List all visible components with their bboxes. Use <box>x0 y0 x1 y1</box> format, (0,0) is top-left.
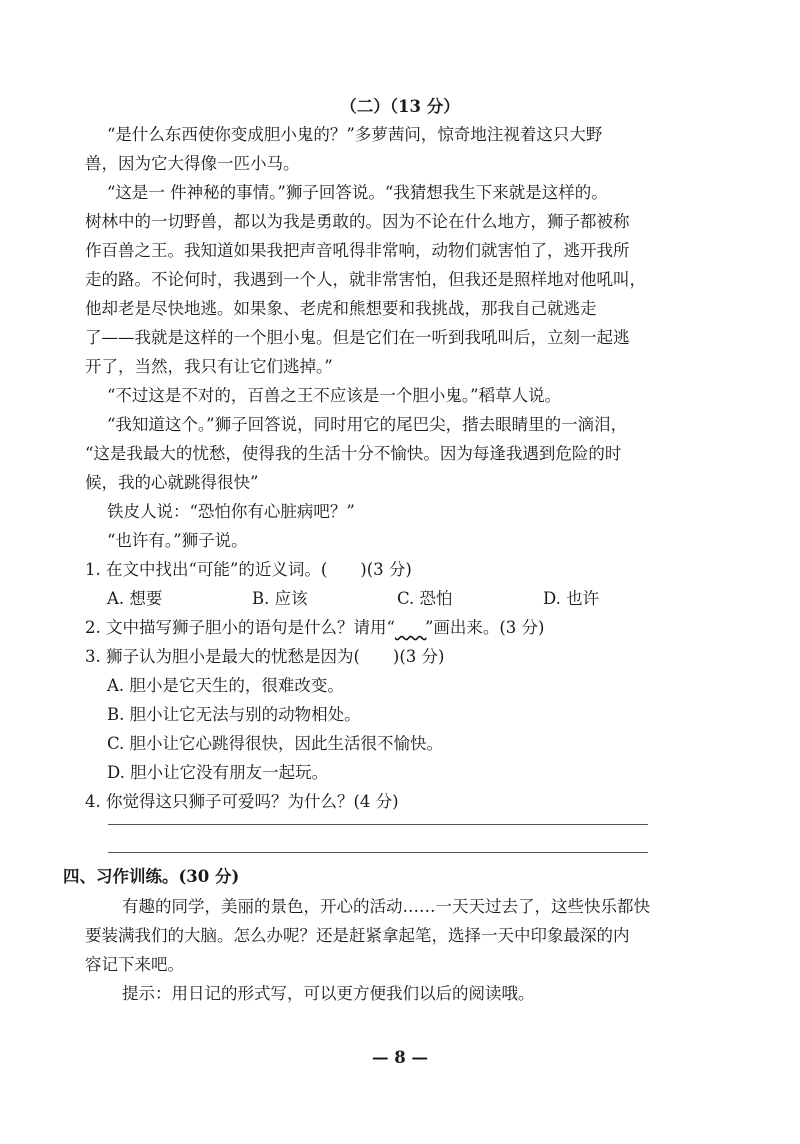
writing-prompt-line: 容记下来吧。 <box>85 955 184 974</box>
writing-prompt-line: 有趣的同学，美丽的景色，开心的活动……一天天过去了，这些快乐都快 <box>122 897 650 916</box>
question-1-stem: 1. 在文中找出“可能”的近义词。( )(3 分) <box>85 560 412 579</box>
question-3-option-d[interactable]: D. 胆小让它没有朋友一起玩。 <box>107 763 329 782</box>
passage-line: 树林中的一切野兽，都以为我是勇敢的。因为不论在什么地方，狮子都被称 <box>85 212 630 231</box>
writing-prompt-line: 要装满我们的大脑。怎么办呢？还是赶紧拿起笔，选择一天中印象最深的内 <box>85 926 630 945</box>
passage-line: 铁皮人说：“恐怕你有心脏病吧？” <box>107 502 355 521</box>
writing-tip: 提示：用日记的形式写，可以更方便我们以后的阅读哦。 <box>122 984 535 1003</box>
passage-line: 兽，因为它大得像一匹小马。 <box>85 154 300 173</box>
question-3-option-c[interactable]: C. 胆小让它心跳得很快，因此生活很不愉快。 <box>107 734 444 753</box>
question-3-option-b[interactable]: B. 胆小让它无法与别的动物相处。 <box>107 705 361 724</box>
section-title: （二）（13 分） <box>340 97 460 116</box>
passage-line: 作百兽之王。我知道如果我把声音吼得非常响，动物们就害怕了，逃开我所 <box>85 241 630 260</box>
question-1-option-b[interactable]: B. 应该 <box>252 589 308 608</box>
passage-line: “不过这是不对的，百兽之王不应该是一个胆小鬼。”稻草人说。 <box>107 386 562 405</box>
passage-line: “我知道这个。”狮子回答说，同时用它的尾巴尖，揩去眼睛里的一滴泪， <box>107 415 628 434</box>
passage-line: “这是我最大的忧愁，使得我的生活十分不愉快。因为每逢我遇到危险的时 <box>85 444 622 463</box>
passage-line: “是什么东西使你变成胆小鬼的？”多萝茜问，惊奇地注视着这只大野 <box>107 125 603 144</box>
passage-line: 他却老是尽快地逃。如果象、老虎和熊想要和我挑战，那我自己就逃走 <box>85 299 597 318</box>
question-3-stem: 3. 狮子认为胆小是最大的忧愁是因为( )(3 分) <box>85 647 445 666</box>
passage-line: 开了，当然，我只有让它们逃掉。” <box>85 357 333 376</box>
question-1-option-d[interactable]: D. 也许 <box>543 589 600 608</box>
passage-line: 走的路。不论何时，我遇到一个人，就非常害怕，但我还是照样地对他吼叫， <box>85 270 646 289</box>
answer-line[interactable] <box>108 824 648 825</box>
question-2 <box>85 617 800 639</box>
writing-heading: 四、习作训练。(30 分) <box>63 867 240 886</box>
answer-line[interactable] <box>108 852 648 853</box>
question-1-option-a[interactable]: A. 想要 <box>107 589 163 608</box>
passage-line: “也许有。”狮子说。 <box>107 531 248 550</box>
question-2-stem-end: ”画出来。(3 分) <box>424 618 545 637</box>
question-1-option-c[interactable]: C. 恐怕 <box>397 589 453 608</box>
question-4-stem: 4. 你觉得这只狮子可爱吗？为什么？(4 分) <box>85 792 399 811</box>
passage-line: “这是一 件神秘的事情。”狮子回答说。“我猜想我生下来就是这样的。 <box>107 183 608 202</box>
passage-line: 了——我就是这样的一个胆小鬼。但是它们在一听到我吼叫后，立刻一起逃 <box>85 328 630 347</box>
question-3-option-a[interactable]: A. 胆小是它天生的，很难改变。 <box>107 676 344 695</box>
page-number: — 8 — <box>372 1048 428 1067</box>
question-2-stem-start: 2. 文中描写狮子胆小的语句是什么？请用“ <box>85 618 395 637</box>
passage-line: 候，我的心就跳得很快” <box>85 473 259 492</box>
wavy-line-sample <box>395 617 425 626</box>
